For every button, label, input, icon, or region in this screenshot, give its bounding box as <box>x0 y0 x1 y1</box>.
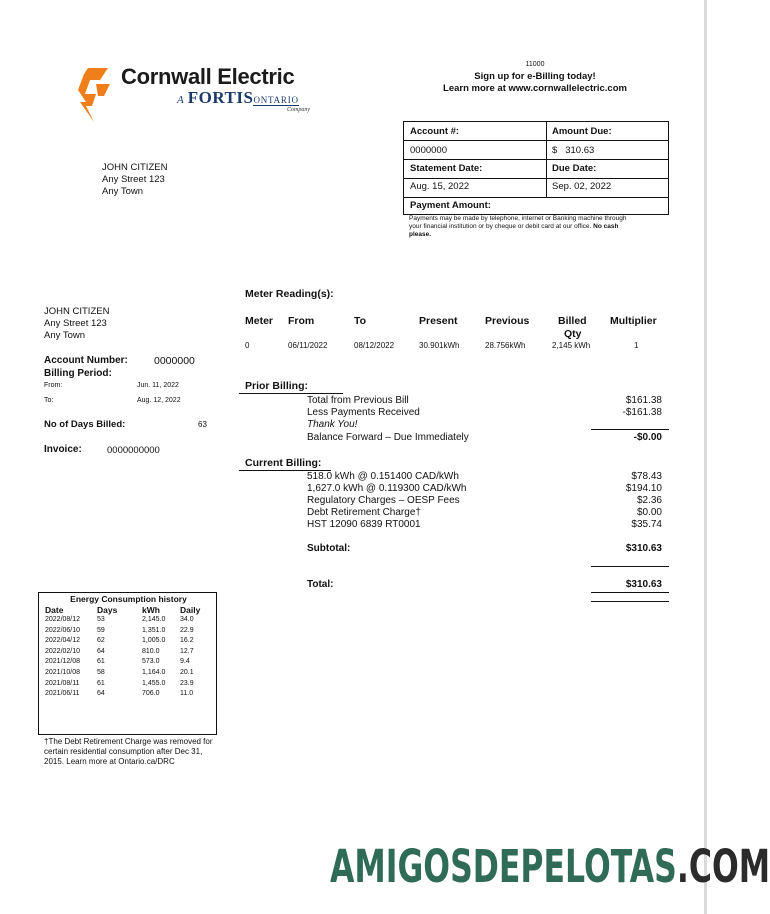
payment-note <box>409 215 629 239</box>
charge-amount: $78.43 <box>631 471 662 482</box>
history-header: Days <box>97 605 118 615</box>
meter-cell: 06/11/2022 <box>288 341 328 350</box>
payment-note-text: Payments may be made by telephone, internet or Banking machine through your financial institution or by cheque or debit card at our office. <box>409 215 627 230</box>
history-cell: 2022/02/10 <box>45 647 81 655</box>
company-logo <box>74 62 324 124</box>
meter-cell: 30.901kWh <box>419 341 460 350</box>
meter-header: From <box>288 315 315 327</box>
history-cell: 59 <box>97 626 105 634</box>
charge-amount: $0.00 <box>636 507 662 518</box>
history-cell: 12.7 <box>180 647 194 655</box>
prior-line-amount: $161.38 <box>625 395 662 406</box>
meter-header: Meter <box>245 315 274 327</box>
history-cell: 2021/10/08 <box>45 669 81 676</box>
prior-line-label: Less Payments Received <box>307 407 420 418</box>
history-cell: 62 <box>97 637 105 645</box>
customer-town: Any Town <box>44 330 86 341</box>
charge-amount: $35.74 <box>631 519 662 530</box>
meter-cell: 1 <box>634 341 639 350</box>
to-value: Aug. 12, 2022 <box>137 397 181 404</box>
account-number-value: 0000000 <box>154 355 195 367</box>
due-date-value: Sep. 02, 2022 <box>552 181 612 192</box>
watermark-part2: .COM <box>676 840 770 893</box>
divider <box>591 592 669 593</box>
history-cell: 16.2 <box>180 637 194 645</box>
mailing-address <box>102 162 167 198</box>
prior-line-amount: -$161.38 <box>622 407 662 418</box>
amount-due-currency: $ <box>552 145 558 156</box>
statement-date-value: Aug. 15, 2022 <box>410 181 470 192</box>
amount-due-label: Amount Due: <box>552 126 612 137</box>
current-billing-title: Current Billing: <box>245 457 322 469</box>
thank-you-text: Thank You! <box>307 419 358 430</box>
account-value: 0000000 <box>410 145 447 156</box>
brand-ontario: ONTARIO <box>253 95 299 105</box>
to-label: To: <box>44 397 54 404</box>
mailing-street: Any Street 123 <box>102 174 165 185</box>
prior-billing-title: Prior Billing: <box>245 380 308 392</box>
payment-amount-label: Payment Amount: <box>410 200 491 211</box>
history-cell: 53 <box>97 616 105 623</box>
history-cell: 2021/08/11 <box>45 679 80 687</box>
history-cell: 64 <box>97 647 105 655</box>
meter-cell: 0 <box>245 341 250 350</box>
lightning-c-icon <box>74 64 118 122</box>
history-cell: 61 <box>97 679 105 687</box>
history-cell: 573.0 <box>142 658 160 666</box>
prior-line-label: Total from Previous Bill <box>307 395 409 406</box>
history-header: kWh <box>142 605 160 615</box>
statement-date-label: Statement Date: <box>410 163 483 174</box>
customer-name: JOHN CITIZEN <box>44 306 110 317</box>
meter-cell: 28.756kWh <box>485 341 526 350</box>
total-label: Total: <box>307 579 334 590</box>
history-cell: 22.9 <box>180 626 194 634</box>
history-cell: 706.0 <box>142 690 160 698</box>
from-label: From: <box>44 382 63 389</box>
brand-fortis: FORTIS <box>187 88 254 107</box>
amount-due-value <box>546 142 594 160</box>
days-billed-value: 63 <box>198 420 207 429</box>
brand-name: Cornwall Electric <box>121 64 295 89</box>
brand-company: Company <box>287 107 310 113</box>
subtotal-label: Subtotal: <box>307 543 351 554</box>
billing-period-label: Billing Period: <box>44 368 112 379</box>
history-cell: 1,455.0 <box>142 679 166 687</box>
divider <box>591 566 669 567</box>
consumption-history-table <box>38 592 217 735</box>
history-cell: 2,145.0 <box>142 616 166 623</box>
history-cell: 34.0 <box>180 616 194 623</box>
charge-label: Debt Retirement Charge† <box>307 507 421 518</box>
balance-forward-amount: -$0.00 <box>633 432 662 443</box>
prior-line-label: Balance Forward – Due Immediately <box>307 432 469 443</box>
invoice-value: 0000000000 <box>107 445 160 456</box>
meter-header: Previous <box>485 315 530 327</box>
history-cell: 2021/06/11 <box>45 690 80 698</box>
brand-subtitle <box>177 88 299 108</box>
divider <box>591 601 669 602</box>
ebilling-promo <box>400 61 670 95</box>
charge-label: HST 12090 6839 RT0001 <box>307 519 421 530</box>
watermark <box>330 840 770 893</box>
meter-cell: 08/12/2022 <box>354 341 395 350</box>
meter-header: Present <box>419 315 458 327</box>
from-value: Jun. 11, 2022 <box>137 382 179 389</box>
history-cell: 61 <box>97 658 105 666</box>
mailing-town: Any Town <box>102 186 144 197</box>
history-cell: 64 <box>97 690 105 698</box>
promo-line2: Learn more at www.cornwallelectric.com <box>443 83 627 94</box>
account-label: Account #: <box>410 126 460 137</box>
history-cell: 1,005.0 <box>142 637 166 645</box>
history-cell: 2022/06/10 <box>45 626 81 634</box>
account-number-label: Account Number: <box>44 355 128 366</box>
customer-street: Any Street 123 <box>44 318 107 329</box>
charge-amount: $2.36 <box>636 495 662 506</box>
payment-note-bold: No cash please. <box>409 223 619 238</box>
meter-header: Multiplier <box>610 315 657 327</box>
meter-header: Qty <box>564 328 582 340</box>
history-cell: 810.0 <box>142 647 160 655</box>
history-cell: 1,164.0 <box>142 669 166 676</box>
charge-label: 1,627.0 kWh @ 0.119300 CAD/kWh <box>307 483 467 494</box>
meter-header: To <box>354 315 367 327</box>
history-cell: 23.9 <box>180 679 194 687</box>
history-cell: 9.4 <box>180 658 190 666</box>
history-title: Energy Consumption history <box>70 594 187 604</box>
charge-label: 518.0 kWh @ 0.151400 CAD/kWh <box>307 471 459 482</box>
charge-amount: $194.10 <box>625 483 662 494</box>
customer-address <box>44 306 109 342</box>
history-cell: 2022/04/12 <box>45 637 81 645</box>
promo-code: 11000 <box>525 61 545 68</box>
subtotal-value: $310.63 <box>625 543 662 554</box>
divider <box>591 429 669 430</box>
amount-due-number: 310.63 <box>565 145 595 156</box>
total-value: $310.63 <box>625 579 662 590</box>
page-edge <box>704 0 707 914</box>
history-header: Date <box>45 605 64 615</box>
mailing-name: JOHN CITIZEN <box>102 162 168 173</box>
promo-line1: Sign up for e-Billing today! <box>474 71 596 82</box>
divider <box>239 393 343 394</box>
days-billed-label: No of Days Billed: <box>44 419 126 430</box>
history-cell: 58 <box>97 669 105 676</box>
charge-label: Regulatory Charges – OESP Fees <box>307 495 460 506</box>
meter-cell: 2,145 kWh <box>552 341 591 350</box>
history-cell: 20.1 <box>180 669 194 676</box>
meter-reading-title: Meter Reading(s): <box>245 288 334 300</box>
account-summary-box <box>403 121 669 215</box>
history-cell: 2022/08/12 <box>45 616 81 623</box>
invoice-label: Invoice: <box>44 444 82 455</box>
drc-footnote: †The Debt Retirement Charge was removed for certain residential consumption after Dec 31, 2015. Learn more at Ontario.ca/DRC <box>44 737 213 766</box>
history-cell: 11.0 <box>180 690 194 698</box>
meter-header: Billed <box>558 315 587 327</box>
history-cell: 2021/12/08 <box>45 658 81 666</box>
history-cell: 1,351.0 <box>142 626 166 634</box>
history-header: Daily <box>180 605 201 615</box>
watermark-part1: AMIGOSDEPELOTAS <box>330 840 677 893</box>
brand-sub-a: A <box>177 94 184 106</box>
due-date-label: Due Date: <box>552 163 597 174</box>
